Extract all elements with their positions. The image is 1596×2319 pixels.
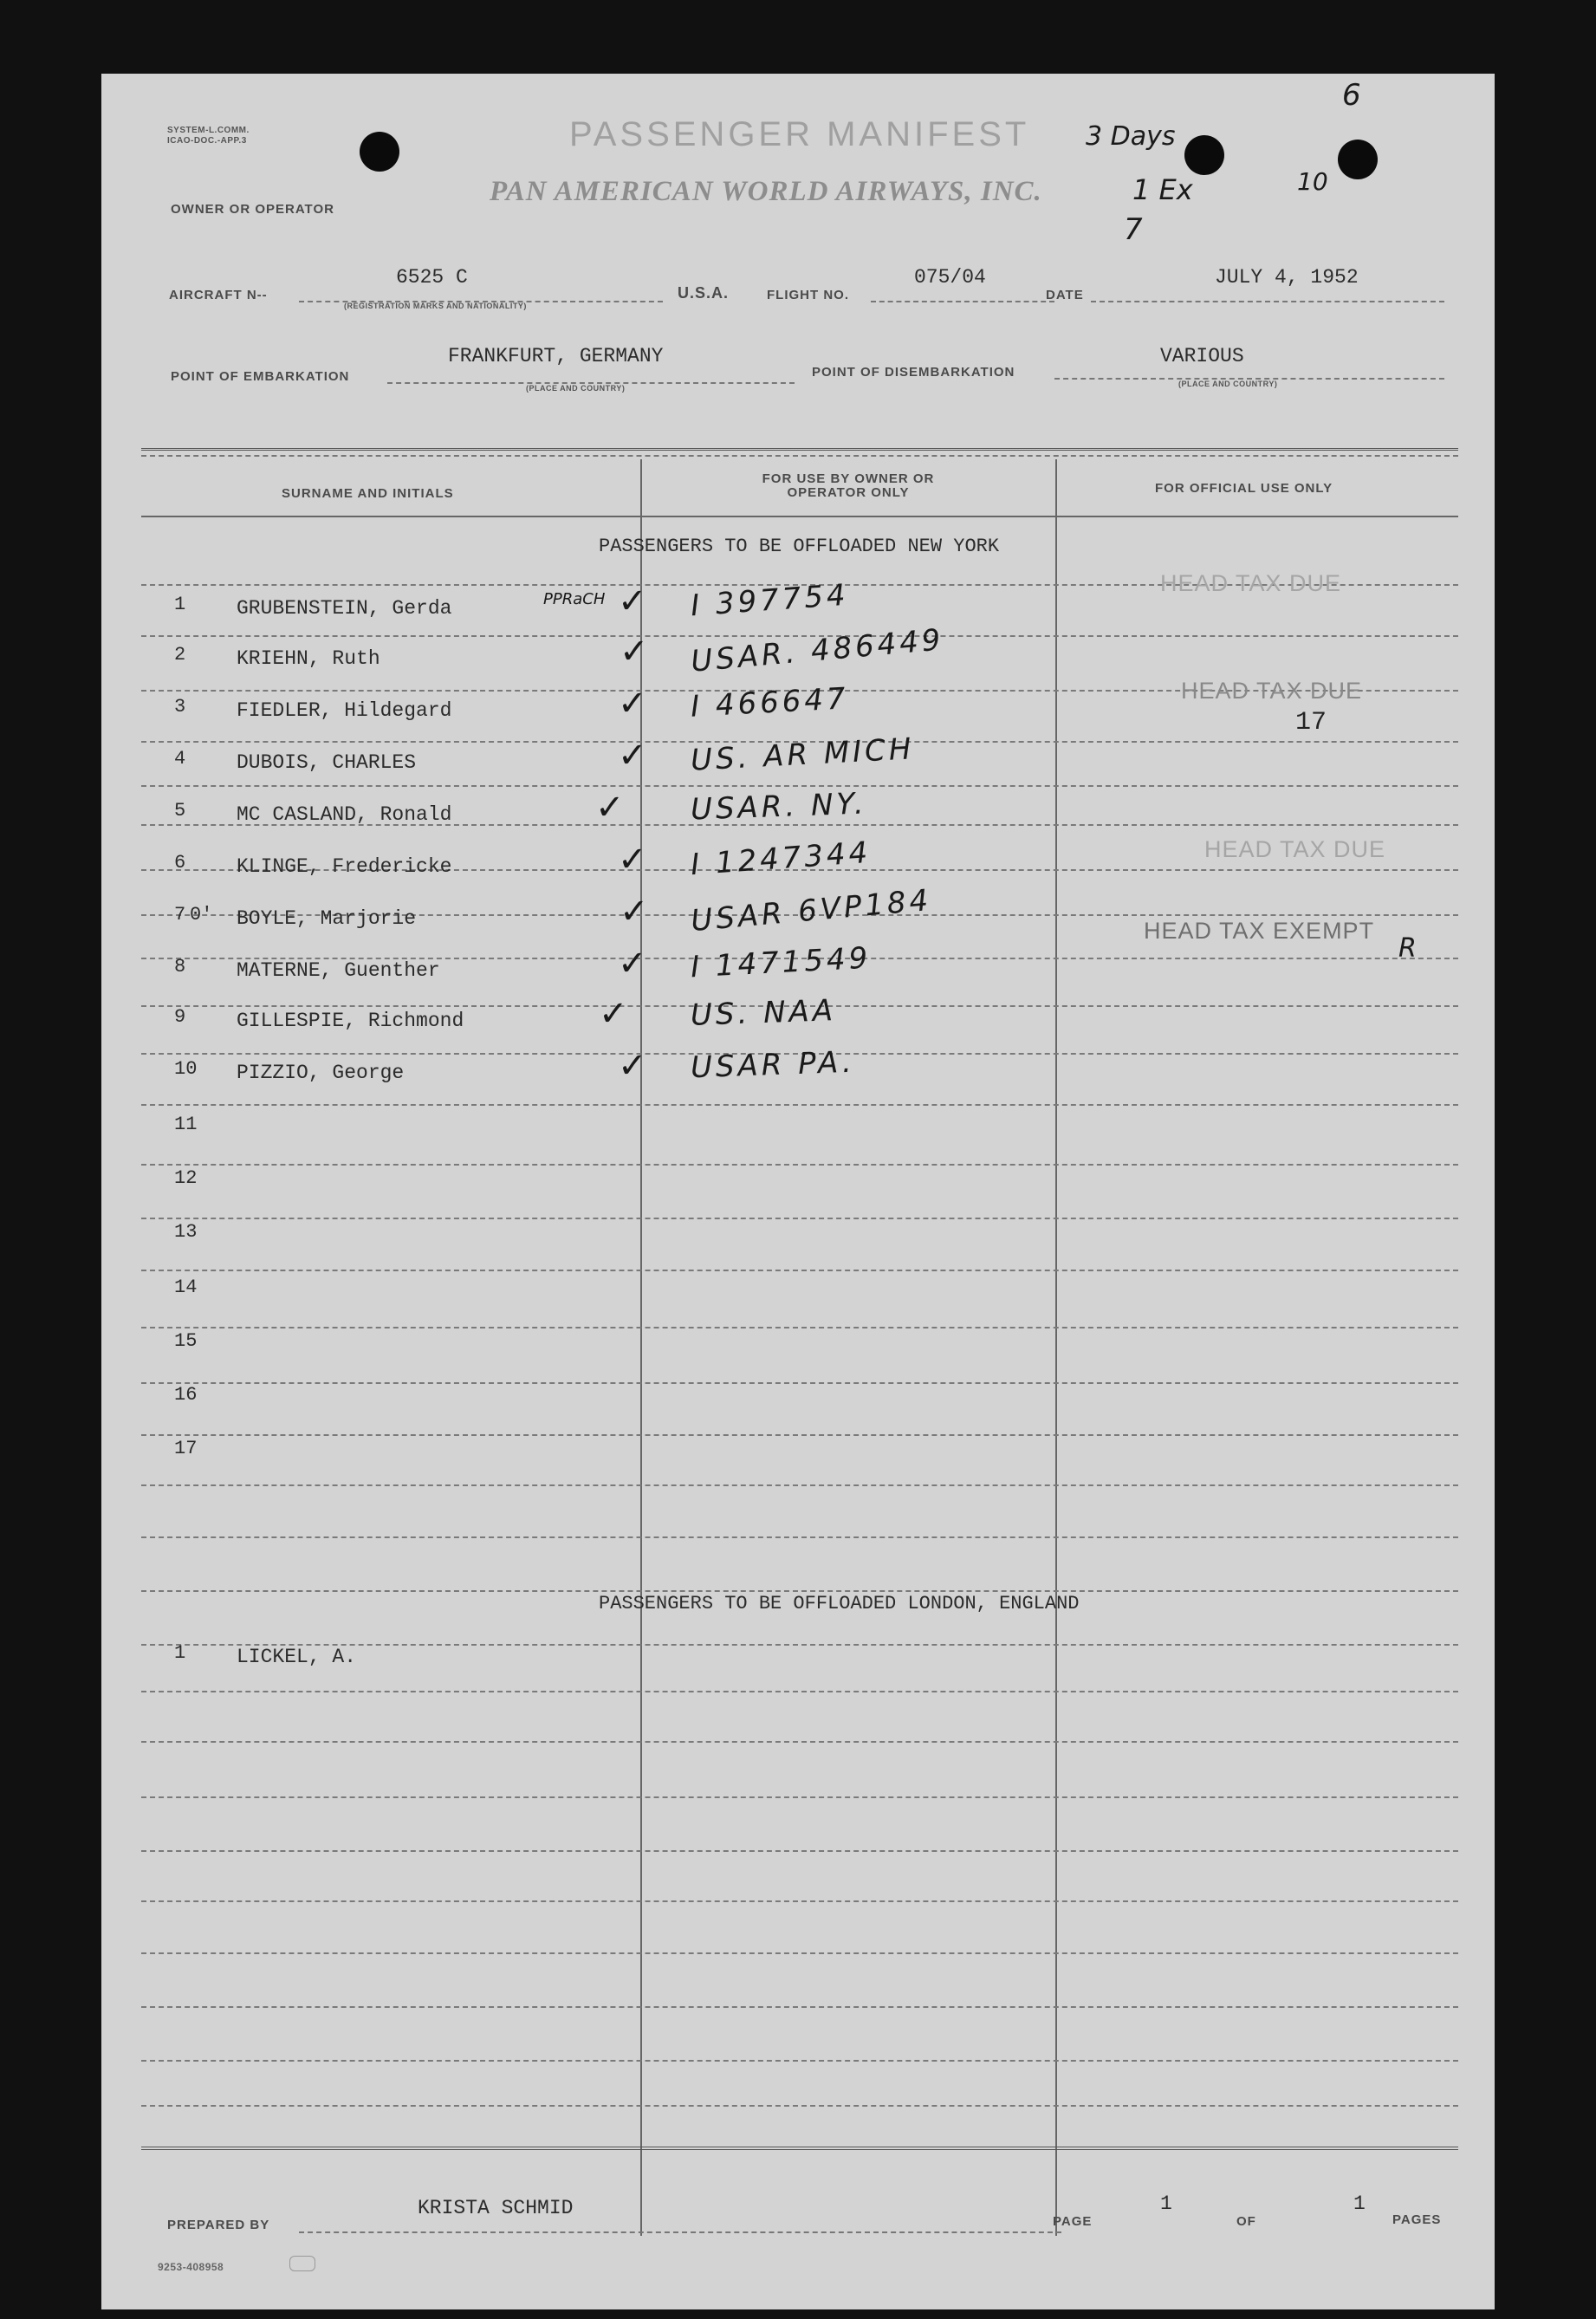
flight-underline	[871, 301, 1054, 302]
row-rule	[141, 1900, 1458, 1902]
header-rule	[141, 516, 1458, 517]
passport-visa-note-handwritten: I 397754	[689, 577, 850, 624]
aircraft-value: 6525 C	[396, 266, 468, 289]
passport-visa-note-handwritten: I 1471549	[690, 940, 873, 985]
date-label: DATE	[1046, 288, 1084, 302]
row-rule	[141, 2006, 1458, 2008]
passport-visa-note-handwritten: I 1247344	[689, 835, 873, 883]
row-number: 1	[174, 594, 186, 615]
row-rule	[141, 1850, 1458, 1852]
row-number: 9	[174, 1006, 186, 1028]
table-bottom-rule	[141, 2147, 1458, 2150]
row-number: 15	[174, 1330, 198, 1352]
check-mark-icon: ✓	[595, 788, 625, 828]
total-pages-value: 1	[1353, 2192, 1366, 2215]
embarkation-label: POINT OF EMBARKATION	[171, 369, 350, 384]
place-country-caption: (PLACE AND COUNTRY)	[1178, 380, 1278, 388]
section-heading-new-york: PASSENGERS TO BE OFFLOADED NEW YORK	[599, 536, 1000, 557]
pages-label: PAGES	[1392, 2212, 1442, 2227]
date-underline	[1091, 301, 1444, 302]
check-mark-icon: ✓	[599, 994, 628, 1034]
passport-visa-note-handwritten: USAR PA.	[690, 1044, 856, 1086]
check-mark-icon: ✓	[620, 632, 649, 672]
date-value: JULY 4, 1952	[1215, 266, 1359, 289]
table-top-rule	[141, 448, 1458, 451]
days-note-handwritten: 3 Days	[1086, 121, 1176, 152]
row-rule	[141, 1741, 1458, 1743]
prepared-by-value: KRISTA SCHMID	[418, 2197, 574, 2219]
passenger-name: MATERNE, Guenther	[237, 959, 440, 982]
check-mark-icon: ✓	[618, 1046, 647, 1086]
row-rule	[141, 1952, 1458, 1954]
check-mark-icon: ✓	[618, 581, 647, 621]
row-number: 11	[174, 1114, 198, 1135]
passenger-name: DUBOIS, CHARLES	[237, 751, 417, 774]
punch-hole	[360, 132, 399, 172]
passenger-name: FIEDLER, Hildegard	[237, 699, 452, 722]
slash-mark-handwritten: 7	[1124, 212, 1143, 247]
registration-caption: (REGISTRATION MARKS AND NATIONALITY)	[344, 302, 527, 310]
of-label: OF	[1236, 2214, 1256, 2229]
row-rule	[141, 1270, 1458, 1271]
column-header-owner: FOR USE BY OWNER OR OPERATOR ONLY	[762, 471, 935, 500]
passenger-name: PIZZIO, George	[237, 1062, 405, 1084]
passport-visa-note-handwritten: I 466647	[690, 681, 850, 724]
head-tax-exempt-stamp: HEAD TAX EXEMPT	[1144, 918, 1375, 944]
row-number: 3	[174, 696, 186, 718]
disembarkation-label: POINT OF DISEMBARKATION	[812, 365, 1015, 380]
flight-no-label: FLIGHT NO.	[767, 288, 849, 302]
row-rule	[141, 1104, 1458, 1106]
passenger-name: GILLESPIE, Richmond	[237, 1010, 464, 1032]
check-mark-icon: ✓	[618, 944, 647, 984]
row-number: 13	[174, 1221, 198, 1243]
prepared-underline	[299, 2231, 1061, 2233]
embarkation-value: FRANKFURT, GERMANY	[448, 345, 664, 367]
owner-operator-label: OWNER OR OPERATOR	[171, 202, 334, 217]
passenger-note-handwritten: PPRaCH	[543, 590, 606, 608]
ex-note-handwritten: 1 Ex	[1132, 173, 1193, 206]
check-mark-icon: ✓	[618, 736, 647, 776]
ten-mark-handwritten: 10	[1297, 167, 1328, 196]
row-prefix-mark: 0'	[190, 904, 213, 926]
aircraft-label: AIRCRAFT N--	[169, 288, 268, 302]
company-name: PAN AMERICAN WORLD AIRWAYS, INC.	[490, 176, 1042, 207]
manifest-sheet	[101, 74, 1495, 2309]
row-rule	[141, 1327, 1458, 1328]
row-number: 7	[174, 904, 186, 926]
passport-visa-note-handwritten: USAR. 486449	[689, 622, 945, 679]
row-rule	[141, 2060, 1458, 2062]
prepared-by-label: PREPARED BY	[167, 2218, 270, 2232]
form-title: PASSENGER MANIFEST	[569, 115, 1030, 153]
head-tax-due-stamp: HEAD TAX DUE	[1160, 570, 1342, 596]
punch-hole	[1184, 135, 1224, 175]
row-number: 2	[174, 644, 186, 666]
row-rule	[141, 2105, 1458, 2107]
page-label: PAGE	[1053, 2214, 1093, 2229]
row-number: 4	[174, 748, 186, 770]
exempt-initial-handwritten: R	[1398, 933, 1417, 964]
row-rule	[141, 1434, 1458, 1436]
place-country-caption: (PLACE AND COUNTRY)	[526, 384, 626, 393]
column-divider	[640, 459, 642, 2236]
row-number: 6	[174, 852, 186, 874]
row-rule	[141, 1484, 1458, 1486]
head-tax-amount: 17	[1295, 708, 1327, 737]
row-number: 10	[174, 1058, 198, 1080]
check-mark-icon: ✓	[618, 840, 647, 880]
usa-label: U.S.A.	[678, 284, 730, 302]
row-number: 17	[174, 1438, 198, 1459]
row-number: 1	[174, 1642, 186, 1664]
page-mark-handwritten: 6	[1342, 78, 1361, 113]
punch-hole	[1338, 140, 1378, 179]
row-rule	[141, 1796, 1458, 1798]
disembarkation-value: VARIOUS	[1160, 345, 1244, 367]
passenger-name: MC CASLAND, Ronald	[237, 803, 452, 826]
passport-visa-note-handwritten: USAR 6VP184	[689, 882, 933, 939]
row-rule	[141, 1536, 1458, 1538]
row-rule	[141, 1218, 1458, 1219]
table-top-rule	[141, 455, 1458, 457]
row-rule	[141, 1590, 1458, 1592]
passenger-name: BOYLE, Marjorie	[237, 907, 417, 930]
flight-number-value: 075/04	[914, 266, 986, 289]
form-number: 9253-408958	[158, 2261, 224, 2273]
passport-visa-note-handwritten: USAR. NY.	[690, 786, 868, 828]
union-label-mark	[289, 2256, 315, 2271]
row-number: 14	[174, 1276, 198, 1298]
passport-visa-note-handwritten: US. AR MICH	[690, 731, 916, 778]
row-rule	[141, 785, 1458, 787]
row-number: 5	[174, 800, 186, 822]
page-number-value: 1	[1160, 2192, 1172, 2215]
passenger-name: LICKEL, A.	[237, 1646, 357, 1668]
row-number: 12	[174, 1167, 198, 1189]
check-mark-icon: ✓	[618, 684, 647, 724]
row-rule	[141, 1164, 1458, 1166]
passenger-name: KLINGE, Fredericke	[237, 855, 452, 878]
form-code: SYSTEM-L.COMM. ICAO-DOC.-APP.3	[167, 126, 250, 146]
column-header-official: FOR OFFICIAL USE ONLY	[1155, 481, 1333, 496]
passenger-name: GRUBENSTEIN, Gerda	[237, 597, 452, 620]
column-header-surname: SURNAME AND INITIALS	[282, 486, 454, 501]
row-rule	[141, 1691, 1458, 1692]
head-tax-due-stamp: HEAD TAX DUE	[1181, 678, 1363, 704]
column-divider	[1055, 459, 1057, 2236]
passenger-name: KRIEHN, Ruth	[237, 647, 380, 670]
row-rule	[141, 1382, 1458, 1384]
check-mark-icon: ✓	[620, 892, 649, 932]
section-heading-london: PASSENGERS TO BE OFFLOADED LONDON, ENGLAND	[599, 1593, 1080, 1614]
row-number: 8	[174, 956, 186, 978]
passport-visa-note-handwritten: US. NAA	[690, 993, 837, 1033]
head-tax-due-stamp: HEAD TAX DUE	[1204, 836, 1386, 862]
row-number: 16	[174, 1384, 198, 1406]
